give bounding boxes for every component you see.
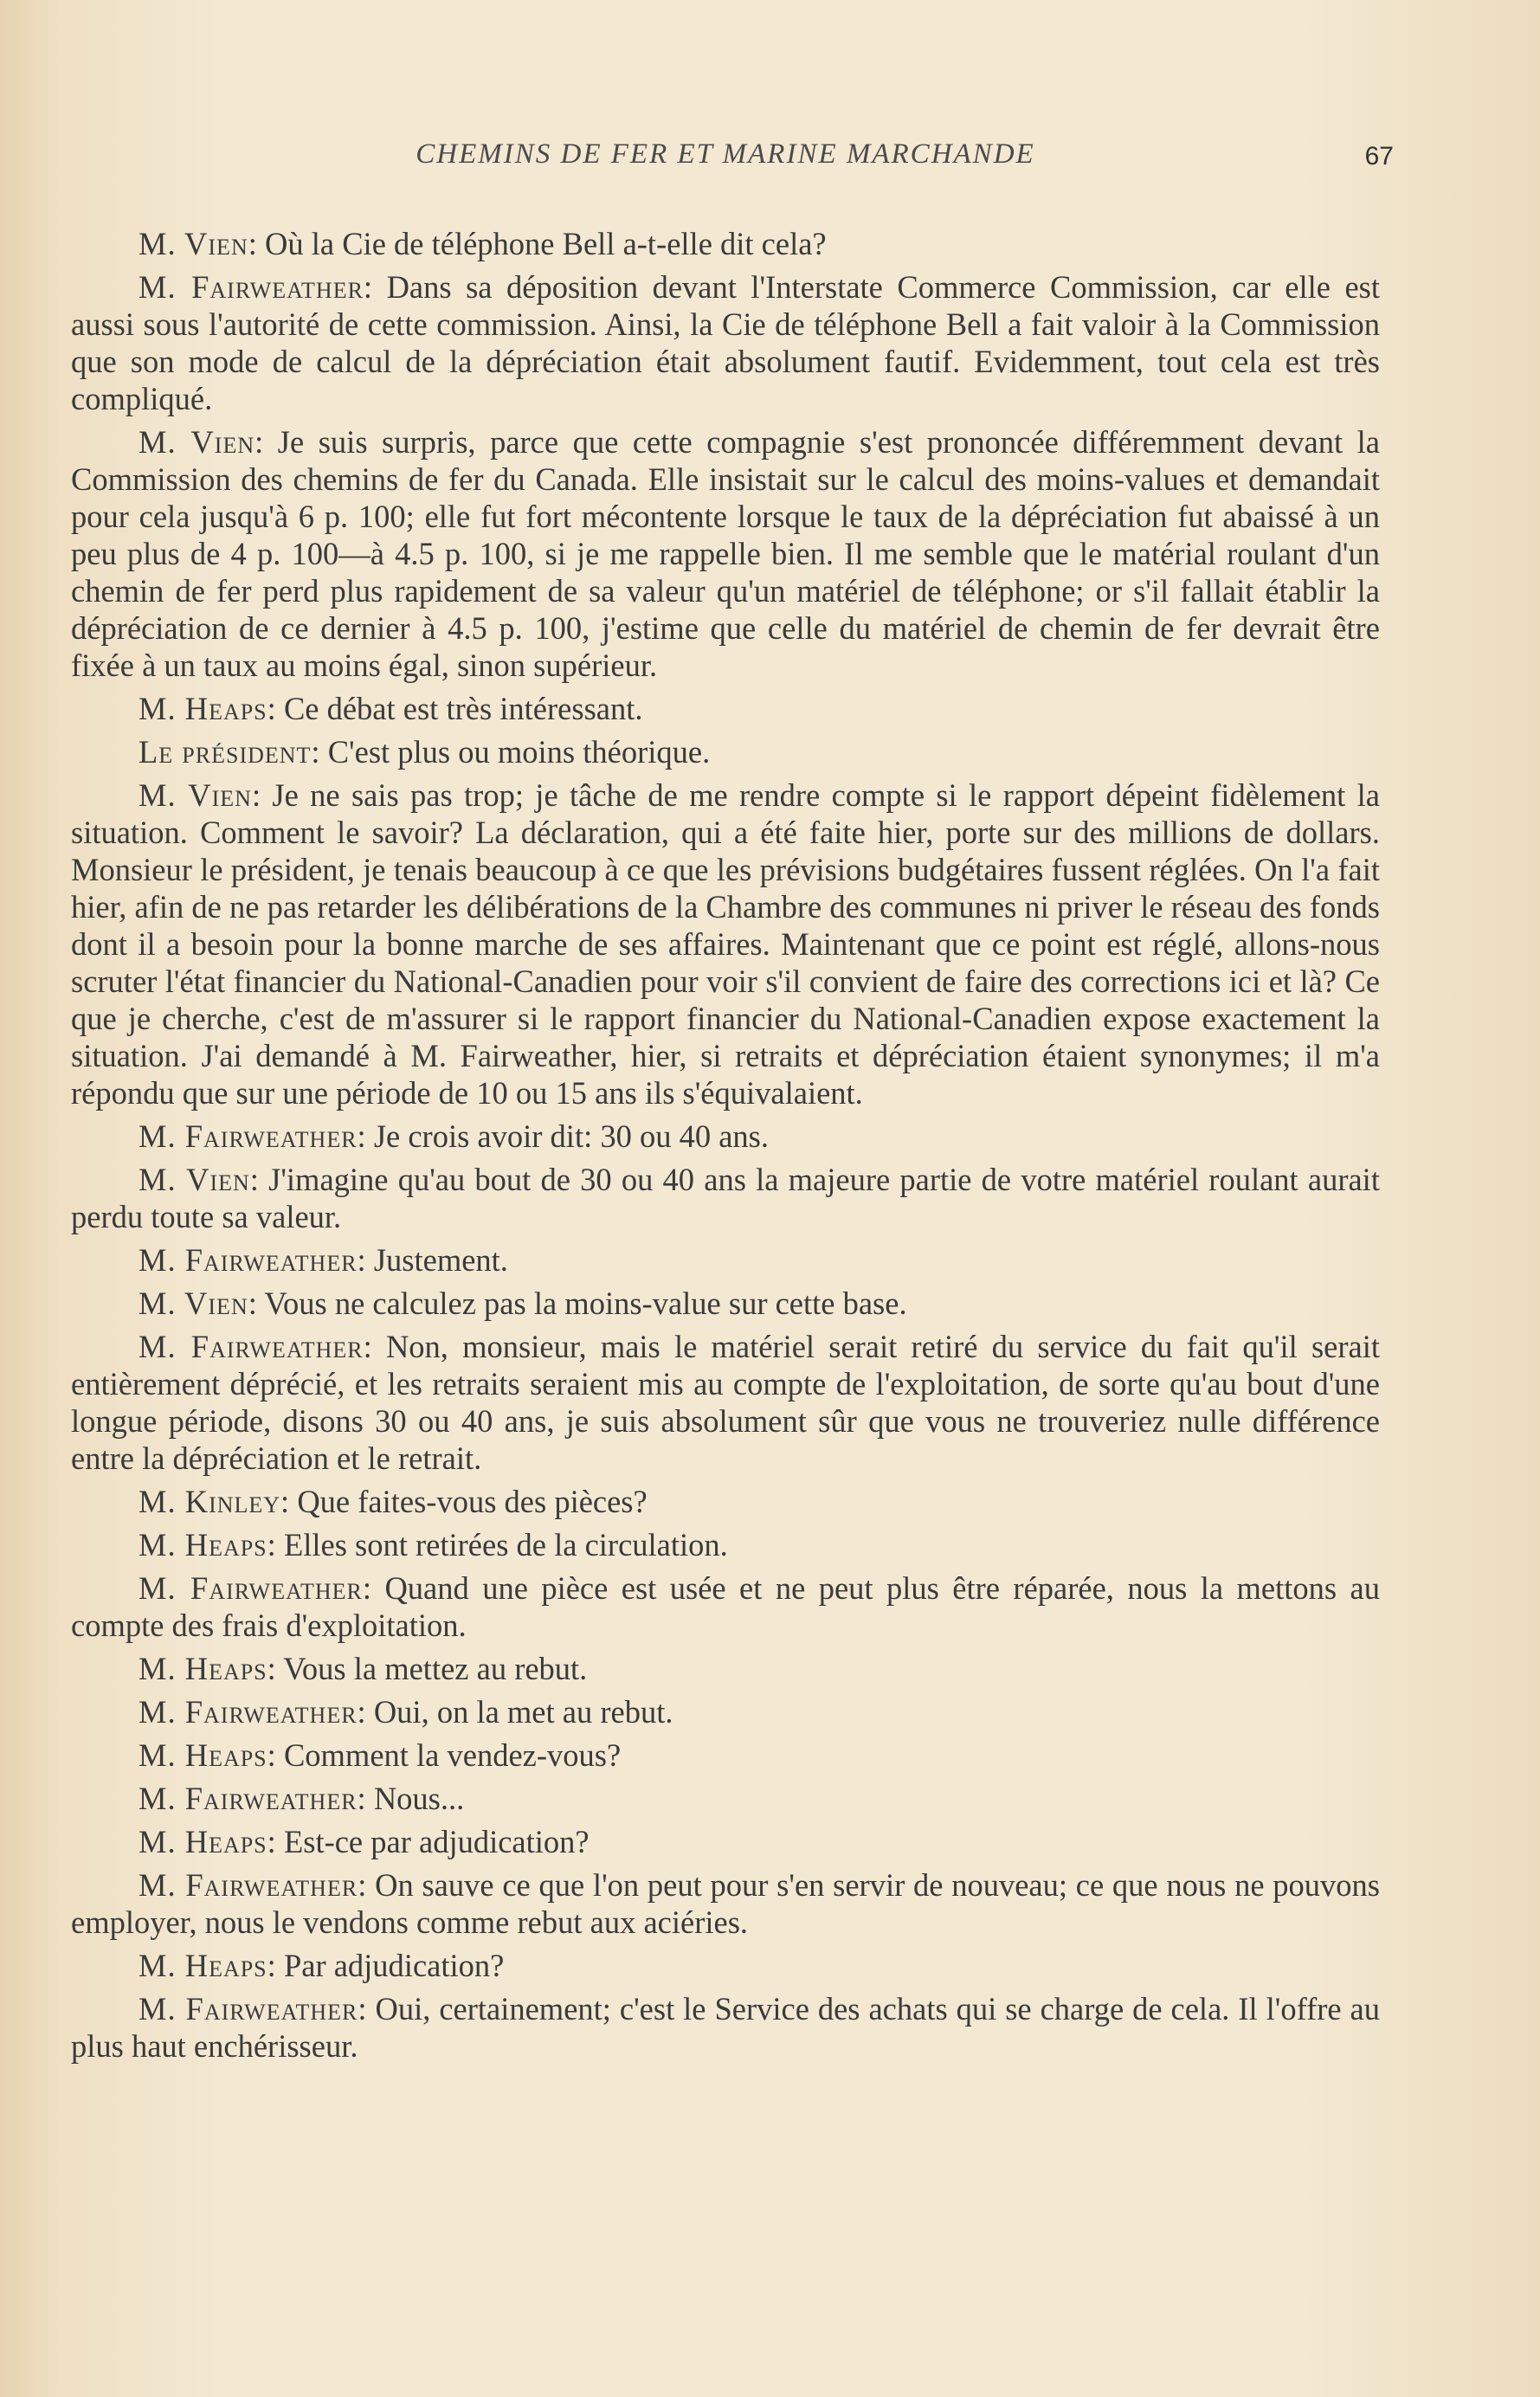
paragraph-text: Quand une pièce est usée et ne peut plus être réparée, nous la mettons au compte des frais d'exploitation. bbox=[71, 1570, 1380, 1643]
paragraph-text: Dans sa déposition devant l'Interstate Commerce Commission, car elle est aussi sous l'autorité de cette commission. Ainsi, la Cie de téléphone Bell a fait valoir à la Commission que son mode de calcul de la dépréciation était absolument fautif. Evidemment, tout cela est très compliqué. bbox=[71, 269, 1380, 416]
speaker-separator: : bbox=[358, 1867, 376, 1903]
paragraph bbox=[71, 1569, 1380, 1644]
speaker-name: M. Heaps bbox=[139, 1824, 267, 1859]
paragraph bbox=[71, 1737, 1380, 1774]
paragraph bbox=[71, 268, 1380, 417]
speaker-name: M. Fairweather bbox=[139, 1991, 358, 2026]
paragraph-text: Vous la mettez au rebut. bbox=[283, 1651, 588, 1686]
speaker-separator: : bbox=[248, 226, 266, 261]
paragraph-text: Elles sont retirées de la circulation. bbox=[283, 1527, 728, 1563]
paragraph-text: Est-ce par adjudication? bbox=[283, 1824, 590, 1859]
speaker-separator: : bbox=[267, 1737, 284, 1773]
paragraph-text: C'est plus ou moins théorique. bbox=[327, 734, 711, 770]
paragraph bbox=[71, 1526, 1380, 1563]
speaker-separator: : bbox=[357, 1242, 374, 1278]
speaker-name: M. Heaps bbox=[139, 691, 267, 726]
paragraph-text: Vous ne calculez pas la moins-value sur cette base. bbox=[264, 1285, 907, 1321]
speaker-separator: : bbox=[267, 1948, 284, 1983]
running-header bbox=[71, 130, 1394, 190]
speaker-separator: : bbox=[357, 1781, 374, 1816]
paragraph-text: On sauve ce que l'on peut pour s'en servir de nouveau; ce que nous ne pouvons employer, nous le vendons comme rebut aux aciéries. bbox=[71, 1867, 1380, 1940]
running-title: CHEMINS DE FER ET MARINE MARCHANDE bbox=[416, 139, 1035, 170]
paragraph-text: Comment la vendez-vous? bbox=[283, 1737, 622, 1773]
paragraph bbox=[71, 1947, 1380, 1984]
speaker-name: M. Fairweather bbox=[139, 269, 364, 305]
paragraph bbox=[71, 225, 1380, 262]
document-page bbox=[71, 130, 1394, 2071]
paragraph bbox=[71, 1780, 1380, 1817]
speaker-separator: : bbox=[357, 1694, 374, 1730]
speaker-name: M. Vien bbox=[139, 777, 252, 813]
paragraph bbox=[71, 1118, 1380, 1155]
speaker-name: M. Fairweather bbox=[139, 1867, 358, 1903]
speaker-separator: : bbox=[267, 1824, 284, 1859]
paragraph-text: Justement. bbox=[373, 1242, 508, 1278]
speaker-name: M. Vien bbox=[139, 1162, 250, 1197]
speaker-name: M. Heaps bbox=[139, 1527, 267, 1563]
speaker-separator: : bbox=[363, 269, 387, 305]
speaker-separator: : bbox=[358, 1991, 376, 2026]
speaker-name: M. Heaps bbox=[139, 1737, 267, 1773]
paragraph bbox=[71, 1285, 1380, 1322]
speaker-name: M. Fairweather bbox=[139, 1329, 364, 1364]
paragraph-text: Par adjudication? bbox=[283, 1948, 505, 1983]
paragraph-text: Je crois avoir dit: 30 ou 40 ans. bbox=[373, 1118, 770, 1154]
paragraph-text: Ce débat est très intéressant. bbox=[283, 691, 643, 726]
paragraph bbox=[71, 1650, 1380, 1687]
paragraph-text: Que faites-vous des pièces? bbox=[297, 1484, 648, 1519]
speaker-separator: : bbox=[251, 777, 273, 813]
paragraph bbox=[71, 733, 1380, 770]
paragraph-text: Je ne sais pas trop; je tâche de me rendre compte si le rapport dépeint fidèlement la situation. Comment le savoir? La déclaration, qui a été faite hier, porte sur des millions de dollars. Monsieur le président, je tenais beaucoup à ce que les prévisions budgétaires fussent réglées. On l'a fait hier, afin de ne pas retarder les délibérations de la Chambre des communes ni priver le réseau des fonds dont il a besoin pour la bonne marche de ses affaires. Maintenant que ce point est réglé, allons-nous scruter l'état financier du National-Canadien pour voir s'il convient de faire des corrections ici et là? Ce que je cherche, c'est de m'assurer si le rapport financier du National-Canadien expose exactement la situation. J'ai demandé à M. Fairweather, hier, si retraits et dépréciation étaient synonymes; il m'a répondu que sur une période de 10 ou 15 ans ils s'équivalaient. bbox=[71, 777, 1380, 1111]
speaker-name: M. Heaps bbox=[139, 1948, 267, 1983]
paragraph-text: J'imagine qu'au bout de 30 ou 40 ans la majeure partie de votre matériel roulant aurait perdu toute sa valeur. bbox=[71, 1162, 1380, 1234]
paragraph bbox=[71, 1990, 1380, 2065]
speaker-name: M. Vien bbox=[139, 1285, 248, 1321]
paragraph bbox=[71, 1866, 1380, 1941]
paragraph bbox=[71, 1483, 1380, 1520]
speaker-separator: : bbox=[255, 424, 278, 460]
speaker-separator: : bbox=[249, 1162, 269, 1197]
paragraph bbox=[71, 1823, 1380, 1860]
speaker-separator: : bbox=[362, 1570, 385, 1606]
speaker-name: M. Heaps bbox=[139, 1651, 267, 1686]
speaker-separator: : bbox=[267, 1651, 284, 1686]
page-number: 67 bbox=[1364, 142, 1394, 171]
paragraph-text: Nous... bbox=[373, 1781, 465, 1816]
speaker-separator: : bbox=[267, 1527, 284, 1563]
speaker-name: M. Fairweather bbox=[139, 1694, 358, 1730]
speaker-separator: : bbox=[357, 1118, 374, 1154]
paragraph bbox=[71, 1328, 1380, 1477]
speaker-name: M. Fairweather bbox=[139, 1781, 358, 1816]
paragraph bbox=[71, 776, 1380, 1112]
paragraph-text: Non, monsieur, mais le matériel serait retiré du service du fait qu'il serait entièrement déprécié, et les retraits seraient mis au compte de l'exploitation, de sorte qu'au bout d'une longue période, disons 30 ou 40 ans, je suis absolument sûr que vous ne trouveriez nulle différence entre la dépréciation et le retrait. bbox=[71, 1329, 1380, 1476]
speaker-name: Le président bbox=[139, 734, 312, 770]
paragraph-text: Oui, on la met au rebut. bbox=[373, 1694, 673, 1730]
transcript-body bbox=[71, 225, 1380, 2065]
speaker-name: M. Vien bbox=[139, 424, 255, 460]
paragraph-text: Oui, certainement; c'est le Service des achats qui se charge de cela. Il l'offre au plus haut enchérisseur. bbox=[71, 1991, 1380, 2064]
speaker-separator: : bbox=[311, 734, 328, 770]
speaker-separator: : bbox=[363, 1329, 386, 1364]
paragraph bbox=[71, 690, 1380, 727]
speaker-name: M. Kinley bbox=[139, 1484, 281, 1519]
paragraph bbox=[71, 1161, 1380, 1235]
paragraph-text: Je suis surpris, parce que cette compagnie s'est prononcée différemment devant la Commission des chemins de fer du Canada. Elle insistait sur le calcul des moins-values et demandait pour cela jusqu'à 6 p. 100; elle fut fort mécontente lorsque le taux de la dépréciation fut abaissé à un peu plus de 4 p. 100—à 4.5 p. 100, si je me rappelle bien. Il me semble que le matérial roulant d'un chemin de fer perd plus rapidement de sa valeur qu'un matériel de téléphone; or s'il fallait établir la dépréciation de ce dernier à 4.5 p. 100, j'estime que celle du matériel de chemin de fer devrait être fixée à un taux au moins égal, sinon supérieur. bbox=[71, 424, 1380, 683]
paragraph bbox=[71, 1693, 1380, 1730]
speaker-name: M. Fairweather bbox=[139, 1118, 358, 1154]
speaker-name: M. Vien bbox=[139, 226, 248, 261]
speaker-separator: : bbox=[248, 1285, 265, 1321]
paragraph bbox=[71, 423, 1380, 684]
paragraph bbox=[71, 1241, 1380, 1279]
speaker-name: M. Fairweather bbox=[139, 1242, 358, 1278]
paragraph-text: Où la Cie de téléphone Bell a-t-elle dit cela? bbox=[265, 226, 827, 261]
speaker-separator: : bbox=[267, 691, 284, 726]
speaker-name: M. Fairweather bbox=[139, 1570, 363, 1606]
speaker-separator: : bbox=[280, 1484, 298, 1519]
